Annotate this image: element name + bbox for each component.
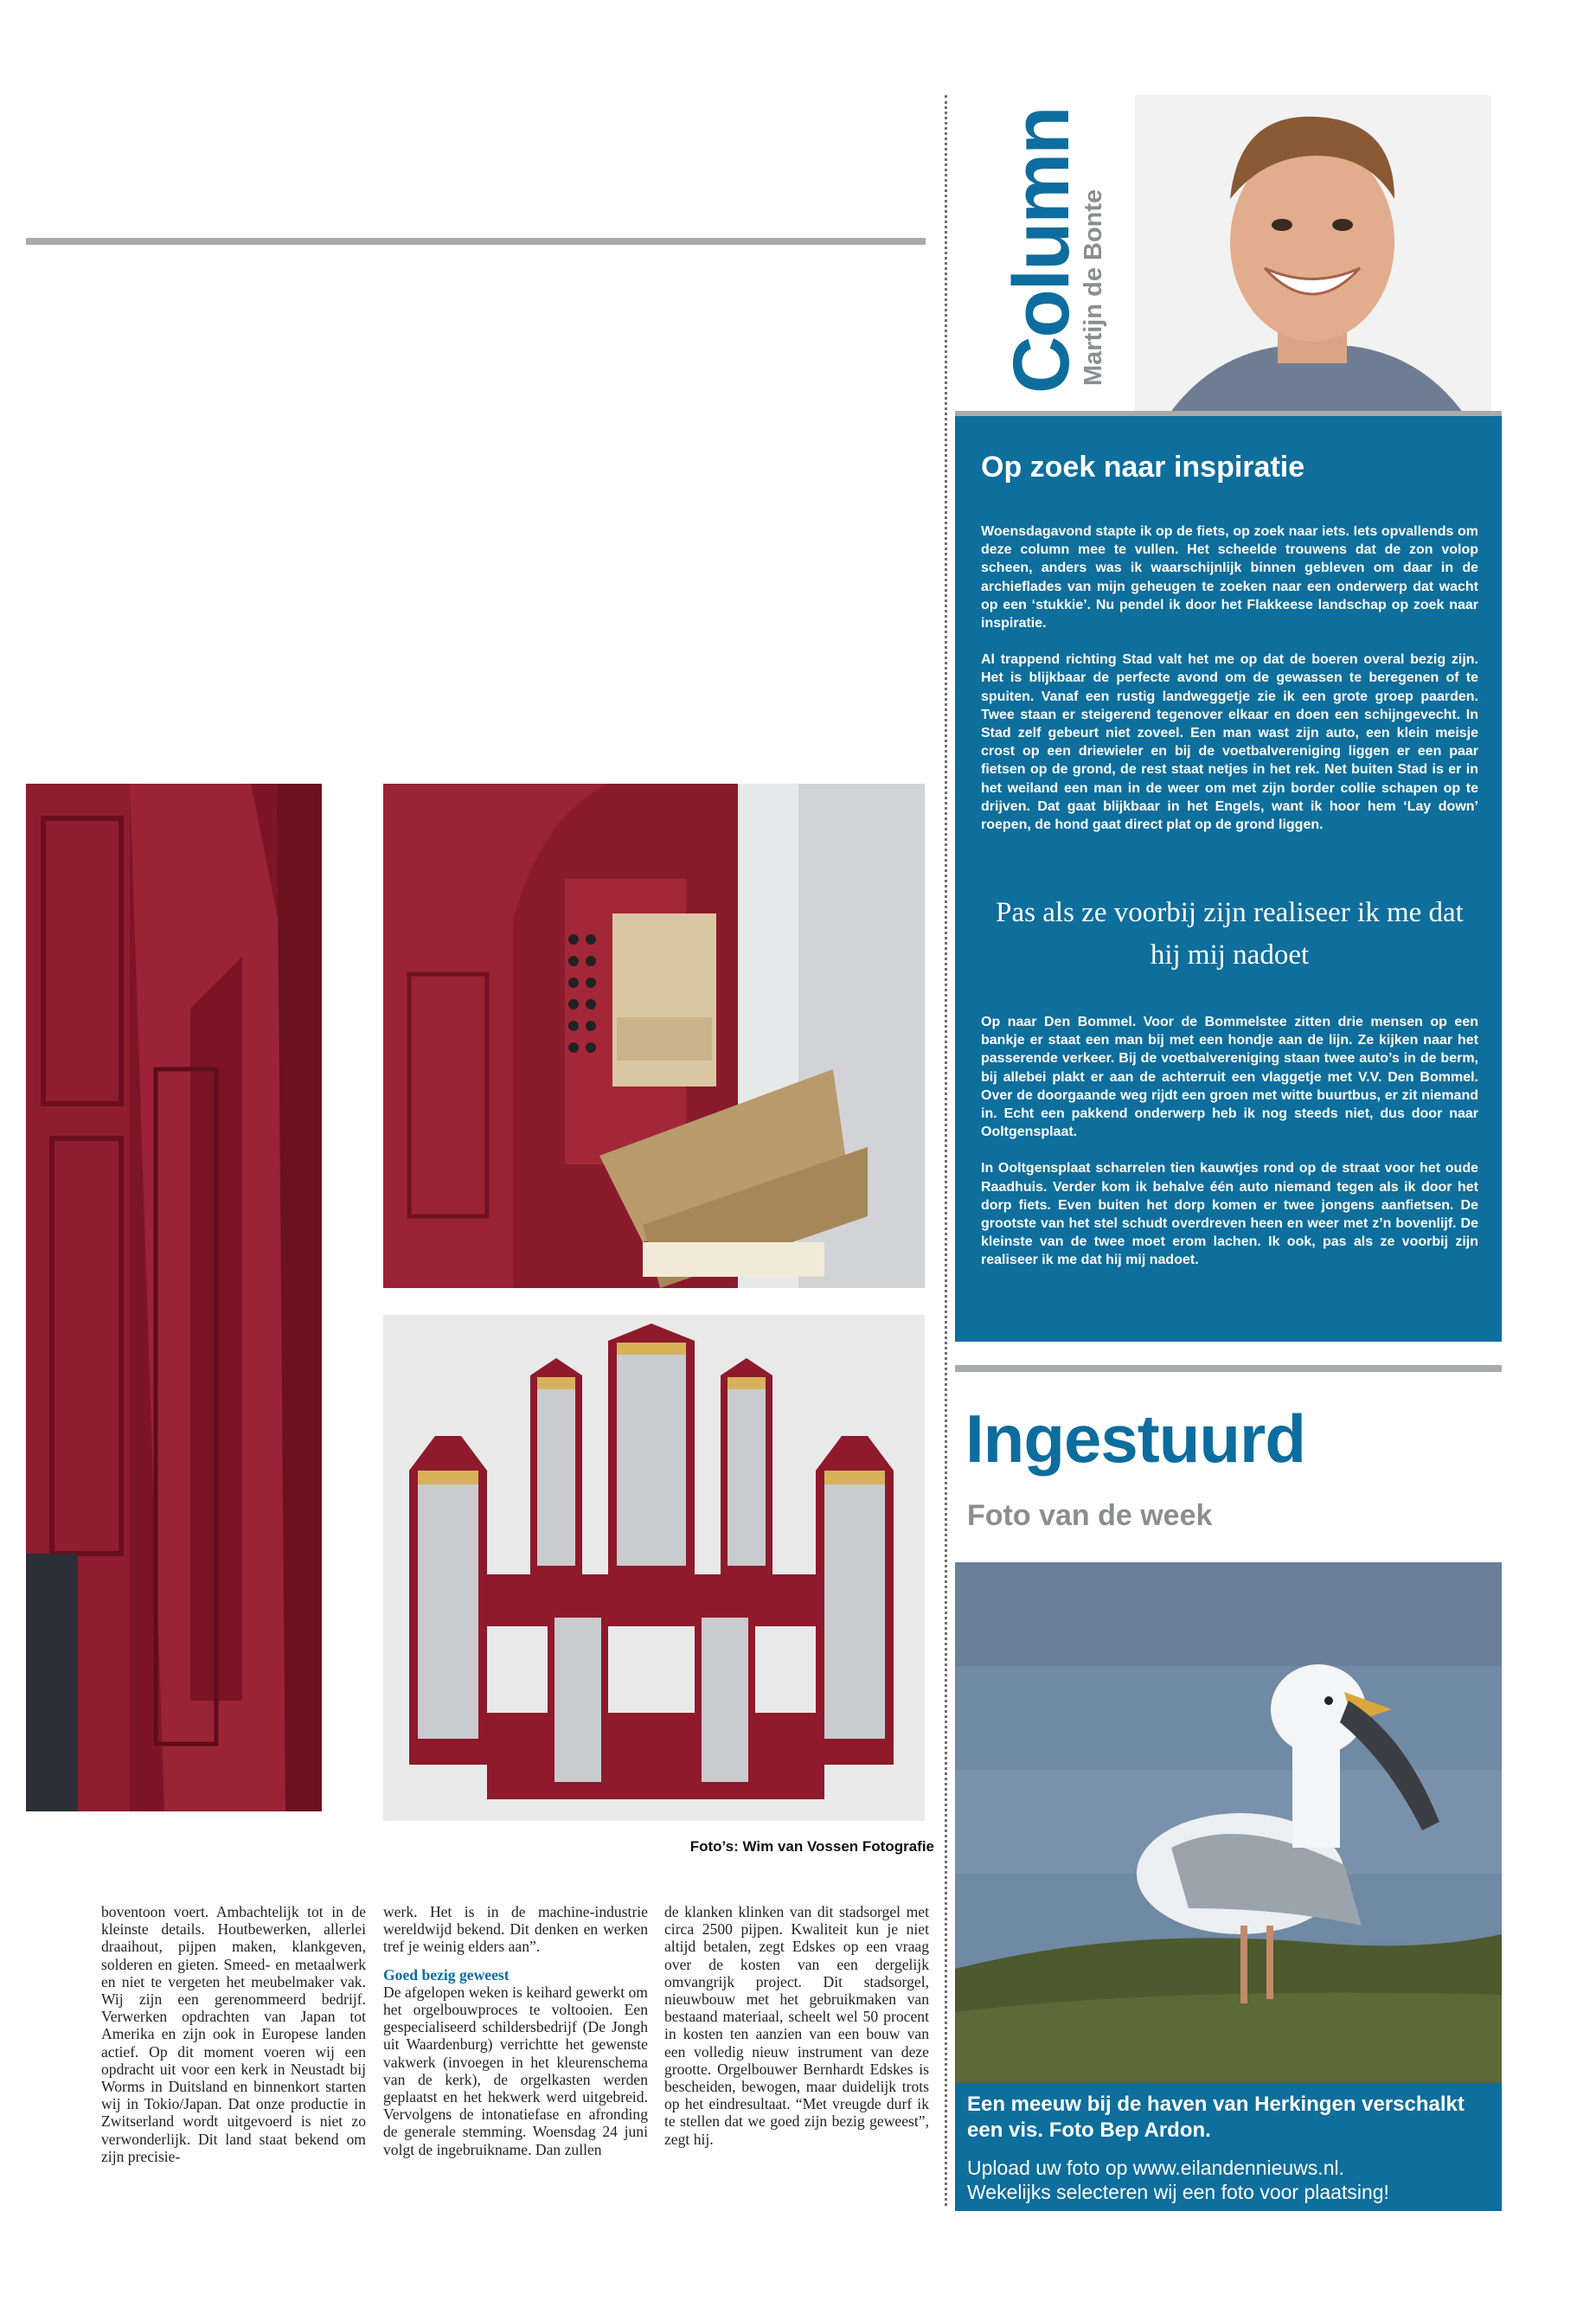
photo-caption-box: [955, 2083, 1502, 2211]
column-body-bottom: [981, 1013, 1478, 1288]
upload-instructions: [967, 2156, 1486, 2204]
article-column-2: [383, 1903, 648, 2158]
ingestuurd-subtitle: Foto van de week: [967, 1499, 1213, 1532]
column-author: Martijn de Bonte: [1080, 189, 1107, 386]
photo-credit: Foto’s: Wim van Vossen Fotografie: [689, 1838, 934, 1855]
selection-note: Wekelijks selecteren wij een foto voor plaatsing!: [967, 2181, 1389, 2203]
ingestuurd-title: Ingestuurd: [965, 1400, 1305, 1477]
article-paragraph: boventoon voert. Ambachtelijk tot in de kleinste details. Houtbewerken, allerlei draaihout, pijpen maken, klankgeven, solderen en gieten. Smeed- en metaalwerk en niet te vergeten het meubelmaker vak. Wij zijn een gerenommeerd bedrijf. Verwerken opdrachten van Japan tot Amerika en zijn ook in Europese landen actief. Op dit moment voeren wij een opdracht uit voor een kerk in Neustadt bij Worms in Duitsland en binnenkort starten wij in Tokio/Japan. Dat onze productie in Zwitserland wordt uitgevoerd is niet zo verwonderlijk. Dit land staat bekend om zijn precisie-: [101, 1903, 366, 2165]
organ-case-closeup-photo: [26, 784, 322, 1811]
column-box: [955, 416, 1502, 1342]
article-subhead: Goed bezig geweest: [383, 1965, 510, 1984]
article-paragraph: werk. Het is in de machine-industrie wereldwijd bekend. Dit denken en werken tref je weinig elders aan”.: [383, 1903, 648, 1956]
column-paragraph: Op naar Den Bommel. Voor de Bommelstee zitten drie mensen op een bankje er staat een man bij met een hondje aan de lijn. Ze kijken naar het passerende verkeer. Bij de voetbalvereniging staan twee auto’s in de berm, bij allebei plakt er aan de achterruit een vlaggetje met V.V. Den Bommel. Over de doorgaande weg rijdt een groen met witte buurtbus, er zit niemand in. Echt een pakkend onderwerp heb ik nog steeds niet, dus door naar Ooltgensplaat.: [981, 1015, 1478, 1140]
upload-link-text: Upload uw foto op www.eilandennieuws.nl.: [967, 2157, 1344, 2179]
organ-console-photo: [383, 784, 925, 1288]
pull-quote: Pas als ze voorbij zijn realiseer ik me dat hij mij nadoet: [996, 897, 1464, 971]
column-body-top: [981, 522, 1478, 852]
column-title: Op zoek naar inspiratie: [981, 451, 1305, 484]
column-divider: [945, 95, 947, 2206]
seagull-photo: [955, 1562, 1502, 2083]
article-column-1: [101, 1903, 366, 2165]
column-paragraph: Woensdagavond stapte ik op de fiets, op zoek naar iets. Iets opvallends om deze column mee te vullen. Het scheelde trouwens dat de zon volop scheen, anders was ik waarschijnlijk binnen gebleven om daar in de archieflades van mijn geheugen te zoeken naar een onderwerp dat wacht op een ‘stukkie’. Nu pendel ik door het Flakkeese landschap op zoek naar inspiratie.: [981, 524, 1478, 631]
photo-caption: Een meeuw bij de haven van Herkingen verschalkt een vis. Foto Bep Ardon.: [967, 2093, 1465, 2142]
organ-facade-photo: [383, 1315, 925, 1821]
column-paragraph: Al trappend richting Stad valt het me op dat de boeren overal bezig zijn. Het is blijkbaar de perfecte avond om de gewassen te beregenen of te spuiten. Vanaf een rustig landweggetje zie ik een grote groep paarden. Twee staan er steigerend tegenover elkaar en doen een schijngevecht. In Stad zelf gebeurt niet zoveel. Een man wast zijn auto, een klein meisje crost op een driewieler en bij de voetbalvereniging liggen er een paar fietsen op de grond, de rest staat netjes in het rek. Net buiten Stad is er in het weiland een man in de weer om met zijn border collie schapen op te drijven. Dat gaat blijkbaar in het Engels, want ik hoor hem ‘Lay down’ roepen, de hond gaat direct plat op de grond liggen.: [981, 652, 1478, 833]
author-portrait: [1135, 95, 1491, 413]
article-column-3: [664, 1903, 929, 2148]
top-rule: [26, 238, 926, 245]
column-paragraph: In Ooltgensplaat scharrelen tien kauwtjes rond op de straat voor het oude Raadhuis. Verder kom ik behalve één auto niemand tegen als ik door het dorp fiets. Even buiten het dorp komen er twee jongens aanfietsen. De grootste van het stel schudt overdreven heen en weer met z’n bovenlijf. De kleinste van de twee moet erom lachen. Ik ook, pas als ze voorbij zijn realiseer ik me dat hij mij nadoet.: [981, 1161, 1478, 1268]
ingestuurd-rule: [955, 1365, 1502, 1372]
article-paragraph: De afgelopen weken is keihard gewerkt om het orgelbouwproces te voltooien. Een gespecialiseerd schildersbedrijf (De Jongh uit Waardenburg) verrichtte het gewenste vakwerk (invoegen in het kleurenschema van de kerk), de orgelkasten werden geplaatst en het hekwerk werd uitgebreid. Vervolgens de intonatiefase en afronding de generale stemming. Woensdag 24 juni volgt de ingebruikname. Dan zullen: [383, 1983, 648, 2158]
column-label: Column: [997, 107, 1086, 394]
article-paragraph: de klanken klinken van dit stadsorgel met circa 2500 pijpen. Kwaliteit kun je niet altijd betalen, zegt Edskes op een vraag over de kosten van een dergelijk omvangrijk project. Dit stadsorgel, nieuwbouw met het gebruikmaken van bestaand materiaal, scheelt wel 50 procent in kosten ten aanzien van een bouw van een volledig nieuw instrument van deze grootte. Orgelbouwer Bernhardt Edskes is bescheiden, bewogen, maar duidelijk trots op het eindresultaat. “Met vreugde durf ik te stellen dat we goed zijn bezig geweest”, zegt hij.: [664, 1903, 929, 2148]
